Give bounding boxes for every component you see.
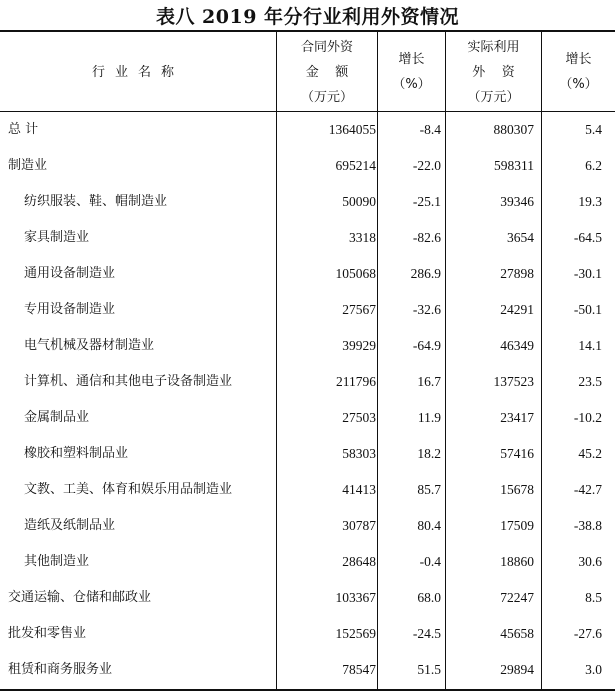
actual-amount-cell: 3654 [507, 230, 534, 245]
contract-growth-cell: 68.0 [417, 590, 441, 605]
table-row [0, 148, 615, 184]
actual-growth-cell: -38.8 [573, 518, 602, 533]
top-border [0, 30, 615, 32]
industry-name-cell: 总 计 [8, 122, 39, 137]
header-industry-label: 行业名称 [91, 64, 184, 80]
actual-amount-cell: 27898 [500, 266, 534, 281]
contract-growth-cell: 18.2 [417, 446, 441, 461]
header-actual-growth [542, 34, 615, 110]
industry-name-cell: 文教、工美、体育和娱乐用品制造业 [24, 482, 233, 497]
header-contract-amount [277, 34, 377, 110]
bottom-border [0, 689, 615, 691]
contract-growth-cell: 51.5 [417, 662, 441, 677]
header-growth1-line2: （%） [392, 77, 431, 92]
industry-name-cell: 金属制品业 [24, 410, 90, 425]
industry-name-cell: 纺织服装、鞋、帽制造业 [24, 194, 168, 209]
contract-amount-cell: 211796 [336, 374, 376, 389]
header-contract-growth [378, 34, 445, 110]
contract-amount-cell: 695214 [335, 158, 376, 173]
contract-growth-cell: -64.9 [412, 338, 441, 353]
actual-amount-cell: 23417 [500, 410, 534, 425]
industry-name-cell: 制造业 [8, 158, 48, 173]
actual-amount-cell: 15678 [500, 482, 534, 497]
contract-growth-cell: -32.6 [412, 302, 441, 317]
industry-name-cell: 租赁和商务服务业 [8, 662, 113, 677]
contract-growth-cell: -8.4 [419, 122, 441, 137]
table-row [0, 328, 615, 364]
contract-growth-cell: 80.4 [417, 518, 441, 533]
contract-amount-cell: 78547 [342, 662, 376, 677]
table-row [0, 508, 615, 544]
actual-amount-cell: 24291 [500, 302, 534, 317]
actual-growth-cell: -64.5 [573, 230, 602, 245]
industry-name-cell: 家具制造业 [24, 230, 90, 245]
industry-name-cell: 批发和零售业 [8, 626, 87, 641]
actual-growth-cell: -50.1 [573, 302, 602, 317]
header-actual-line2: 外 资 [472, 64, 515, 80]
header-growth2-line1: 增长 [565, 52, 592, 67]
contract-amount-cell: 105068 [335, 266, 376, 281]
actual-growth-cell: -30.1 [573, 266, 602, 281]
contract-amount-cell: 3318 [349, 230, 376, 245]
contract-growth-cell: -22.0 [412, 158, 441, 173]
contract-growth-cell: 11.9 [417, 410, 441, 425]
contract-amount-cell: 152569 [335, 626, 376, 641]
industry-name-cell: 交通运输、仓储和邮政业 [8, 590, 152, 605]
table-title: 表八 2019 年分行业利用外资情况 [155, 6, 460, 28]
industry-name-cell: 电气机械及器材制造业 [24, 338, 155, 353]
contract-growth-cell: -24.5 [412, 626, 441, 641]
header-growth1-line1: 增长 [398, 52, 425, 67]
actual-amount-cell: 137523 [493, 374, 534, 389]
table-row [0, 472, 615, 508]
table-row [0, 436, 615, 472]
contract-growth-cell: -0.4 [419, 554, 441, 569]
contract-growth-cell: 16.7 [417, 374, 441, 389]
actual-growth-cell: 23.5 [578, 374, 602, 389]
industry-name-cell: 橡胶和塑料制品业 [24, 446, 129, 461]
actual-growth-cell: -42.7 [573, 482, 602, 497]
industry-name-cell: 专用设备制造业 [24, 302, 116, 317]
table-row [0, 400, 615, 436]
industry-name-cell: 造纸及纸制品业 [24, 518, 116, 533]
contract-amount-cell: 58303 [342, 446, 376, 461]
contract-amount-cell: 39929 [342, 338, 376, 353]
contract-amount-cell: 27567 [342, 302, 376, 317]
contract-amount-cell: 41413 [342, 482, 376, 497]
table-row [0, 580, 615, 616]
header-industry [0, 34, 276, 110]
table-row [0, 184, 615, 220]
industry-name-cell: 其他制造业 [24, 554, 90, 569]
actual-growth-cell: -10.2 [573, 410, 602, 425]
actual-growth-cell: 3.0 [585, 662, 602, 677]
actual-amount-cell: 46349 [500, 338, 534, 353]
actual-growth-cell: 45.2 [578, 446, 602, 461]
actual-amount-cell: 18860 [500, 554, 534, 569]
actual-amount-cell: 598311 [494, 158, 534, 173]
header-contract-line1: 合同外资 [300, 39, 353, 55]
actual-growth-cell: -27.6 [573, 626, 602, 641]
actual-amount-cell: 39346 [500, 194, 534, 209]
table-row [0, 616, 615, 652]
contract-amount-cell: 103367 [335, 590, 376, 605]
actual-amount-cell: 45658 [500, 626, 534, 641]
table-row [0, 220, 615, 256]
actual-growth-cell: 5.4 [585, 122, 602, 137]
actual-amount-cell: 29894 [500, 662, 534, 677]
actual-amount-cell: 880307 [493, 122, 534, 137]
actual-amount-cell: 17509 [500, 518, 534, 533]
actual-growth-cell: 6.2 [585, 158, 602, 173]
actual-growth-cell: 14.1 [578, 338, 602, 353]
header-actual-line1: 实际利用 [467, 39, 520, 55]
contract-growth-cell: -25.1 [412, 194, 441, 209]
header-actual-amount [446, 34, 541, 110]
header-growth2-line2: （%） [559, 77, 598, 92]
header-actual-line3: （万元） [467, 89, 520, 105]
contract-amount-cell: 1364055 [328, 122, 376, 137]
actual-growth-cell: 30.6 [578, 554, 602, 569]
contract-amount-cell: 30787 [342, 518, 376, 533]
contract-amount-cell: 28648 [342, 554, 376, 569]
contract-amount-cell: 27503 [342, 410, 376, 425]
table-row [0, 292, 615, 328]
actual-growth-cell: 19.3 [578, 194, 602, 209]
contract-growth-cell: 286.9 [410, 266, 441, 281]
actual-amount-cell: 72247 [500, 590, 534, 605]
contract-growth-cell: -82.6 [412, 230, 441, 245]
header-contract-line3: （万元） [300, 89, 353, 105]
contract-amount-cell: 50090 [342, 194, 376, 209]
industry-name-cell: 计算机、通信和其他电子设备制造业 [24, 374, 233, 389]
actual-growth-cell: 8.5 [585, 590, 602, 605]
contract-growth-cell: 85.7 [417, 482, 441, 497]
industry-name-cell: 通用设备制造业 [24, 266, 116, 281]
table-row [0, 652, 615, 688]
actual-amount-cell: 57416 [500, 446, 534, 461]
header-contract-line2: 金 额 [305, 64, 349, 80]
table-row [0, 112, 615, 148]
table-row [0, 544, 615, 580]
table-row [0, 364, 615, 400]
table-row [0, 256, 615, 292]
